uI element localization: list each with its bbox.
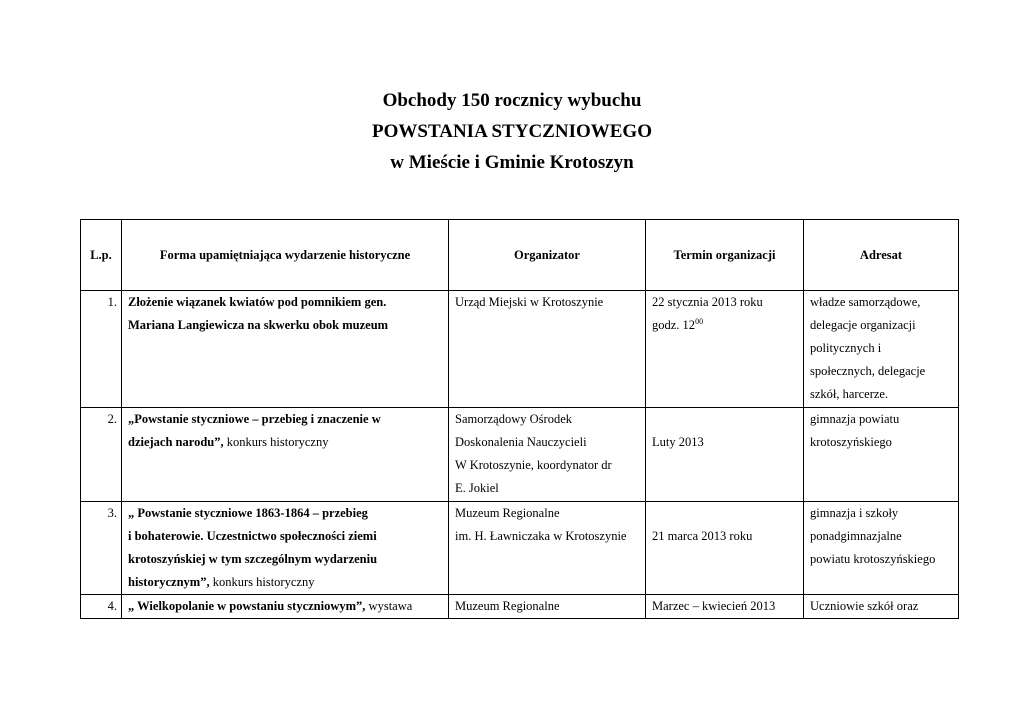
events-table [80, 219, 959, 619]
forma-plain: konkurs historyczny [209, 575, 315, 589]
termin-hour: godz. 12 [652, 318, 696, 332]
forma-text: i bohaterowie. Uczestnictwo społeczności ziemi [128, 529, 377, 543]
row-termin [646, 408, 804, 502]
forma-text [128, 431, 442, 454]
row-adresat [804, 595, 959, 619]
forma-bold: dziejach narodu”, [128, 435, 224, 449]
row-termin [646, 502, 804, 595]
row-lp: 4. [81, 595, 122, 619]
termin-text: 21 marca 2013 roku [652, 529, 753, 543]
adresat-text: politycznych i [810, 341, 882, 355]
forma-bold: historycznym”, [128, 575, 210, 589]
table-row [81, 408, 959, 502]
forma-plain: wystawa [365, 599, 413, 613]
header-organizator: Organizator [449, 220, 646, 291]
row-forma [122, 291, 449, 408]
termin-text: Marzec – kwiecień 2013 [652, 599, 776, 613]
row-forma [122, 408, 449, 502]
adresat-text: społecznych, delegacje [810, 364, 926, 378]
header-lp: L.p. [81, 220, 122, 291]
adresat-text: władze samorządowe, [810, 295, 921, 309]
organizator-text: im. H. Ławniczaka w Krotoszynie [455, 529, 627, 543]
row-adresat [804, 408, 959, 502]
row-termin [646, 291, 804, 408]
adresat-text: delegacje organizacji [810, 318, 916, 332]
table-header-row [81, 220, 959, 291]
document-title-line-2: POWSTANIA STYCZNIOWEGO [372, 121, 652, 142]
row-forma [122, 502, 449, 595]
forma-text [128, 571, 442, 594]
row-organizator [449, 408, 646, 502]
header-forma: Forma upamiętniająca wydarzenie historyczne [122, 220, 449, 291]
row-adresat [804, 291, 959, 408]
row-organizator [449, 595, 646, 619]
adresat-text: Uczniowie szkół oraz [810, 599, 919, 613]
termin-text: Luty 2013 [652, 435, 704, 449]
adresat-text: krotoszyńskiego [810, 435, 892, 449]
adresat-text: gimnazja powiatu [810, 412, 900, 426]
row-adresat [804, 502, 959, 595]
organizator-text: Muzeum Regionalne [455, 506, 560, 520]
termin-time [652, 314, 797, 337]
forma-bold: „ Wielkopolanie w powstaniu styczniowym”, [128, 599, 366, 613]
organizator-text: Samorządowy Ośrodek [455, 412, 572, 426]
forma-text: „Powstanie styczniowe – przebieg i znaczenie w [128, 412, 381, 426]
forma-text: Złożenie wiązanek kwiatów pod pomnikiem gen. [128, 295, 387, 309]
row-organizator [449, 502, 646, 595]
forma-text [128, 595, 442, 618]
document-title-line-3: w Mieście i Gminie Krotoszyn [390, 152, 634, 173]
row-termin [646, 595, 804, 619]
organizator-text: Urząd Miejski w Krotoszynie [455, 295, 604, 309]
adresat-text: ponadgimnazjalne [810, 529, 902, 543]
table-row [81, 595, 959, 619]
forma-plain: konkurs historyczny [223, 435, 329, 449]
termin-text: 22 stycznia 2013 roku [652, 295, 763, 309]
table-row [81, 502, 959, 595]
organizator-text: Doskonalenia Nauczycieli [455, 435, 587, 449]
row-lp: 3. [81, 502, 122, 595]
organizator-text: W Krotoszynie, koordynator dr [455, 458, 612, 472]
organizator-text: E. Jokiel [455, 481, 499, 495]
forma-text: „ Powstanie styczniowe 1863-1864 – przebieg [128, 506, 368, 520]
organizator-text: Muzeum Regionalne [455, 599, 560, 613]
adresat-text: gimnazja i szkoły [810, 506, 899, 520]
termin-minutes: 00 [695, 316, 704, 326]
forma-text: krotoszyńskiej w tym szczególnym wydarzeniu [128, 552, 378, 566]
row-lp: 1. [81, 291, 122, 408]
row-lp: 2. [81, 408, 122, 502]
table-row [81, 291, 959, 408]
header-adresat: Adresat [804, 220, 959, 291]
adresat-text: powiatu krotoszyńskiego [810, 552, 936, 566]
row-forma [122, 595, 449, 619]
header-termin: Termin organizacji [646, 220, 804, 291]
adresat-text: szkół, harcerze. [810, 387, 889, 401]
document-title-line-1: Obchody 150 rocznicy wybuchu [382, 90, 642, 111]
forma-text: Mariana Langiewicza na skwerku obok muzeum [128, 318, 389, 332]
row-organizator [449, 291, 646, 408]
